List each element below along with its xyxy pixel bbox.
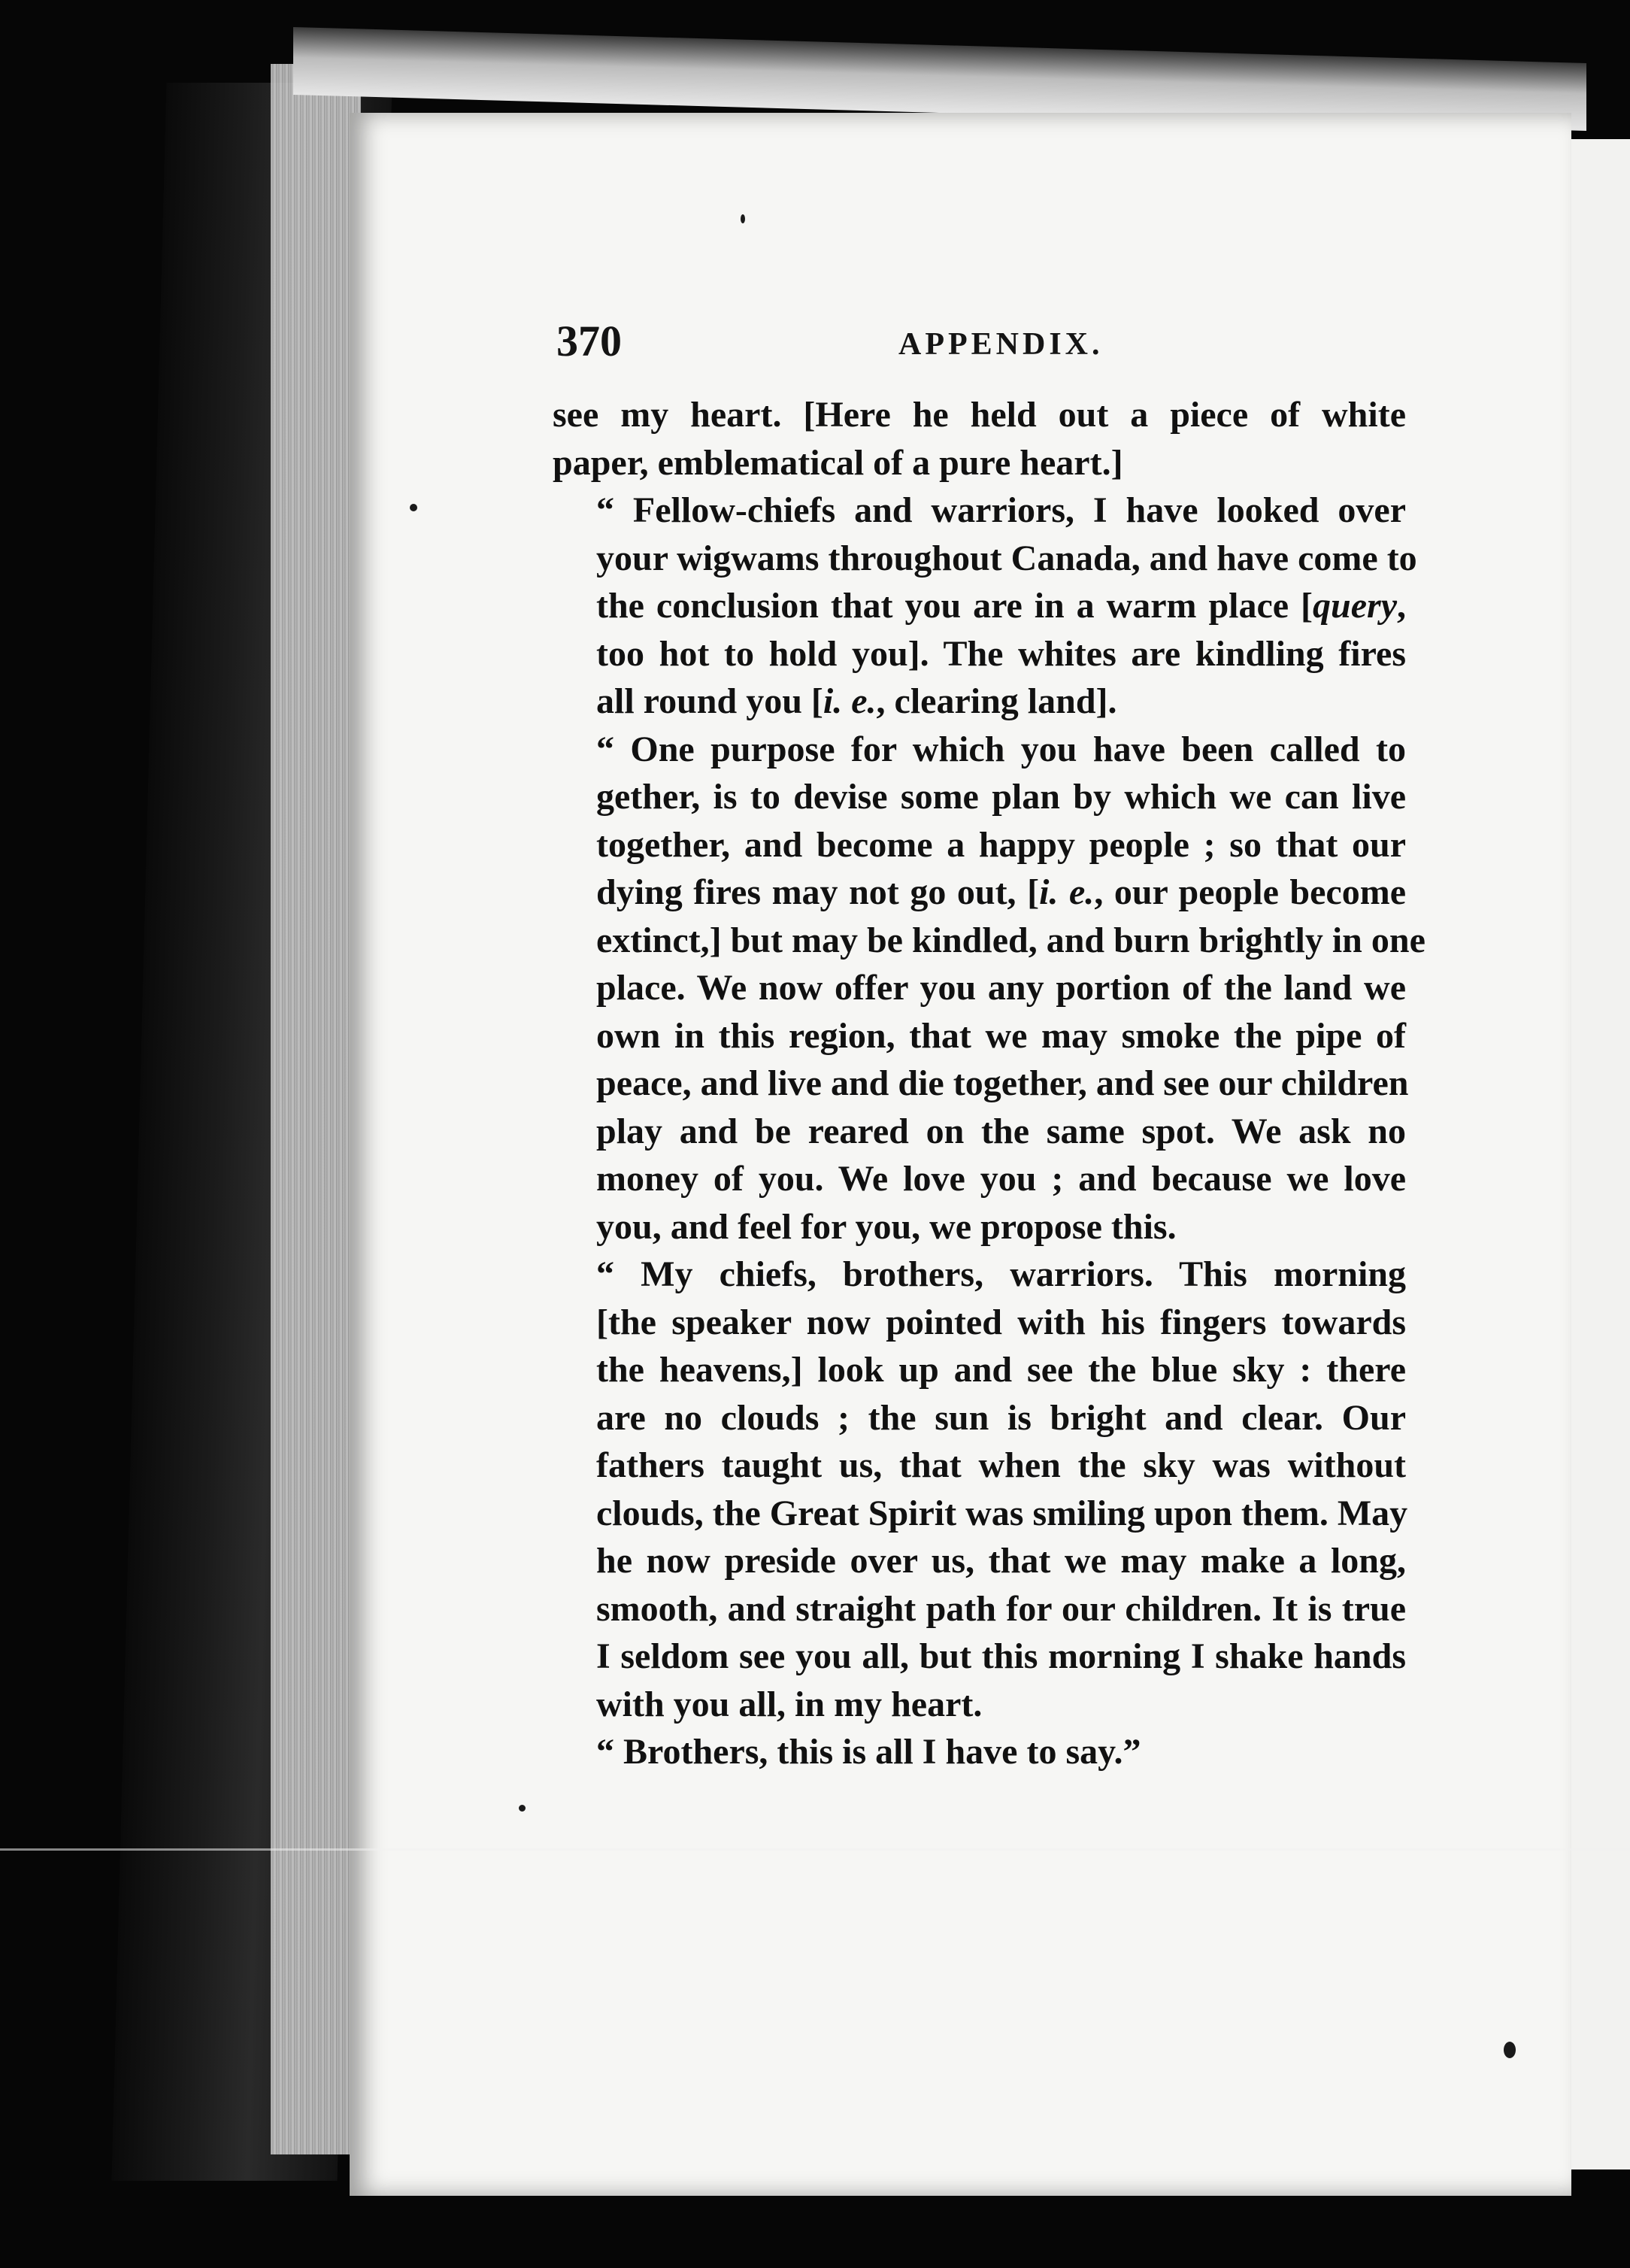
text-line: dying fires may not go out, [i. e., our people become bbox=[596, 872, 1407, 912]
text-line: “ Brothers, this is all I have to say.” bbox=[596, 1732, 1141, 1772]
text-line: gether, is to devise some plan by which we can live bbox=[596, 777, 1406, 817]
page-edges bbox=[271, 64, 361, 2154]
text-line: own in this region, that we may smoke the pipe of bbox=[596, 1015, 1406, 1056]
text-line: with you all, in my heart. bbox=[596, 1684, 983, 1724]
text-line: together, and become a happy people ; so that our bbox=[596, 824, 1406, 865]
text-line: he now preside over us, that we may make a long, bbox=[596, 1541, 1406, 1581]
text-line: too hot to hold you]. The whites are kindling fires bbox=[596, 633, 1406, 674]
text-line: clouds, the Great Spirit was smiling upon them. May bbox=[596, 1493, 1408, 1533]
text-line: money of you. We love you ; and because we love bbox=[596, 1159, 1406, 1199]
text-line: [the speaker now pointed with his fingers towards bbox=[596, 1302, 1406, 1342]
paragraph bbox=[553, 391, 1406, 487]
text-line: “ My chiefs, brothers, warriors. This morning bbox=[596, 1254, 1406, 1294]
page-number: 370 bbox=[556, 317, 622, 365]
page-header bbox=[556, 316, 1496, 368]
text-line: “ Fellow-chiefs and warriors, I have looked over bbox=[596, 490, 1406, 530]
text-line: paper, emblematical of a pure heart.] bbox=[553, 442, 1123, 483]
dust-speck bbox=[519, 1805, 526, 1812]
running-head: APPENDIX. bbox=[898, 327, 1104, 362]
paragraph bbox=[553, 1251, 1406, 1728]
text-line: you, and feel for you, we propose this. bbox=[596, 1206, 1177, 1247]
scan-artifact-line bbox=[0, 1848, 1630, 1851]
text-line: see my heart. [Here he held out a piece of white bbox=[553, 395, 1406, 435]
dust-speck bbox=[410, 504, 417, 511]
text-line: smooth, and straight path for our children. It is true bbox=[596, 1588, 1406, 1629]
text-line: place. We now offer you any portion of the land we bbox=[596, 968, 1406, 1008]
text-line: the heavens,] look up and see the blue sky : there bbox=[596, 1350, 1406, 1390]
paragraph bbox=[553, 1728, 1406, 1776]
paragraph bbox=[553, 726, 1425, 1251]
text-line: play and be reared on the same spot. We ask no bbox=[596, 1111, 1406, 1151]
text-line: fathers taught us, that when the sky was without bbox=[596, 1445, 1406, 1485]
paragraph bbox=[553, 487, 1417, 726]
text-line: all round you [i. e., clearing land]. bbox=[596, 681, 1117, 721]
text-line: peace, and live and die together, and see our children bbox=[596, 1063, 1409, 1103]
text-line: your wigwams throughout Canada, and have come to bbox=[596, 538, 1417, 578]
text-line: are no clouds ; the sun is bright and clear. Our bbox=[596, 1397, 1406, 1438]
text-line: the conclusion that you are in a warm place [query, bbox=[596, 586, 1406, 626]
body-text bbox=[553, 391, 1425, 1776]
text-line: extinct,] but may be kindled, and burn brightly in one bbox=[596, 920, 1425, 960]
text-line: “ One purpose for which you have been called to bbox=[596, 729, 1406, 769]
dust-speck bbox=[741, 214, 745, 223]
text-line: I seldom see you all, but this morning I shake hands bbox=[596, 1636, 1406, 1676]
dust-speck bbox=[1504, 2042, 1516, 2058]
